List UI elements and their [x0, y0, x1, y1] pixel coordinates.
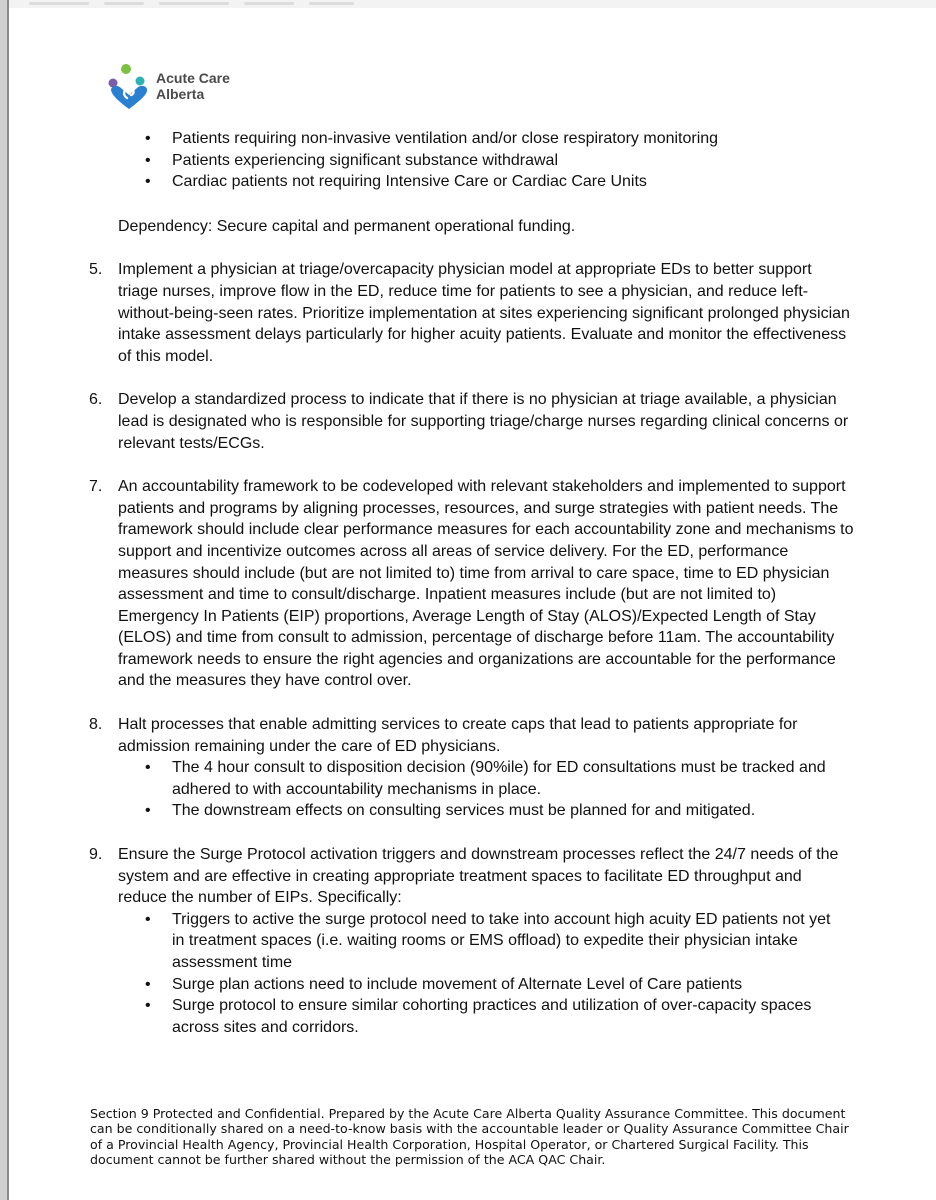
- item-text: Halt processes that enable admitting services to create caps that lead to patients appropriate for admission remaining under the care of ED physicians.: [118, 716, 798, 755]
- acute-care-alberta-logo: [108, 62, 230, 110]
- logo-mark-icon: [108, 62, 150, 110]
- recommendation-list: [0, 259, 936, 1038]
- bullet-text: Patients requiring non-invasive ventilation and/or close respiratory monitoring: [172, 130, 719, 147]
- item-number: 7.: [89, 478, 103, 496]
- list-item: [145, 150, 872, 172]
- bullet-marker: •: [145, 759, 151, 777]
- item-number: 9.: [89, 846, 103, 864]
- bullet-marker: •: [145, 151, 151, 169]
- logo-teal-dot: [136, 77, 145, 86]
- item-number: 8.: [89, 716, 103, 734]
- bullet-text: The 4 hour consult to disposition decision (90%ile) for ED consultations must be tracked and adhered to with accountability mechanisms in place.: [172, 759, 826, 798]
- list-item: [145, 995, 842, 1038]
- item-number: 6.: [89, 391, 103, 409]
- item-text: Implement a physician at triage/overcapacity physician model at appropriate EDs to better support triage nurses, improve flow in the ED, reduce time for patients to see a physician, and reduce left-without-being-seen rates. Prioritize implementation at sites experiencing significant prolonged physician intake assessment delays particularly for higher acuity patients. Evaluate and monitor the effectiveness of this model.: [118, 261, 850, 365]
- logo-heart-shape: [111, 86, 147, 109]
- logo-line-2: Alberta: [156, 86, 205, 102]
- list-item: [145, 171, 872, 193]
- bullet-marker: •: [145, 802, 151, 820]
- confidentiality-footer: Section 9 Protected and Confidential. Prepared by the Acute Care Alberta Quality Assurance Committee. This document can be conditionally shared on a need-to-know basis with the accountable leader or Quality Assurance Committee Chair of a Provincial Health Agency, Provincial Health Corporation, Hospital Operator, or Chartered Surgical Facility. This document cannot be further shared without the permission of the ACA QAC Chair.: [90, 1106, 849, 1168]
- list-item: [145, 909, 842, 974]
- item-number: 5.: [89, 261, 103, 279]
- item-text: Ensure the Surge Protocol activation triggers and downstream processes reflect the 24/7 needs of the system and are effective in creating appropriate treatment spaces to facilitate ED throughput and reduce the number of EIPs. Specifically:: [118, 846, 839, 907]
- top-strip: [9, 0, 936, 8]
- bullet-text: Cardiac patients not requiring Intensive Care or Cardiac Care Units: [172, 173, 647, 191]
- dependency-note: Dependency: Secure capital and permanent operational funding.: [118, 217, 576, 235]
- recommendation-9: [89, 844, 854, 1038]
- logo-green-dot: [121, 64, 131, 74]
- list-item: [145, 974, 842, 996]
- sub-bullet-list: [145, 909, 842, 1039]
- logo-line-1: Acute Care: [156, 70, 230, 86]
- logo-wordmark: [156, 70, 230, 102]
- item-text: Develop a standardized process to indicate that if there is no physician at triage available, a physician lead is designated who is responsible for supporting triage/charge nurses regarding clinical concerns or relevant tests/ECGs.: [118, 391, 849, 452]
- list-item: [145, 757, 842, 800]
- sub-bullet-list: [145, 757, 842, 822]
- bullet-marker: •: [145, 997, 151, 1015]
- recommendation-8: [89, 714, 854, 822]
- bullet-text: The downstream effects on consulting services must be planned for and mitigated.: [172, 802, 756, 820]
- bullet-marker: •: [145, 173, 151, 191]
- recommendation-6: [89, 389, 854, 454]
- document-body: [0, 128, 936, 1038]
- recommendation-7: [89, 476, 854, 692]
- bullet-text: Surge protocol to ensure similar cohorting practices and utilization of over-capacity spaces across sites and corridors.: [172, 997, 812, 1036]
- bullet-text: Patients experiencing significant substance withdrawal: [172, 151, 558, 169]
- top-bullet-list: [145, 128, 872, 193]
- bullet-marker: •: [145, 130, 151, 147]
- list-item: [145, 800, 842, 822]
- list-item: [145, 128, 872, 150]
- bullet-text: Triggers to active the surge protocol need to take into account high acuity ED patients not yet in treatment spaces (i.e. waiting rooms or EMS offload) to expedite their physician intake assessment time: [172, 910, 831, 971]
- bullet-marker: •: [145, 910, 151, 928]
- recommendation-5: [89, 259, 854, 367]
- bullet-text: Surge plan actions need to include movement of Alternate Level of Care patients: [172, 975, 743, 993]
- item-text: An accountability framework to be codeveloped with relevant stakeholders and implemented to support patients and programs by aligning processes, resources, and surge strategies with patient needs. The framework should include clear performance measures for each accountability zone and mechanisms to support and incentivize outcomes across all areas of service delivery. For the ED, performance measures should include (but are not limited to) time from arrival to care space, time to ED physician assessment and time to consult/discharge. Inpatient measures include (but are not limited to) Emergency In Patients (EIP) proportions, Average Length of Stay (ALOS)/Expected Length of Stay (ELOS) and time from consult to admission, percentage of discharge before 11am. The accountability framework needs to ensure the right agencies and organizations are accountable for the performance and the measures they have control over.: [118, 478, 854, 690]
- bullet-marker: •: [145, 975, 151, 993]
